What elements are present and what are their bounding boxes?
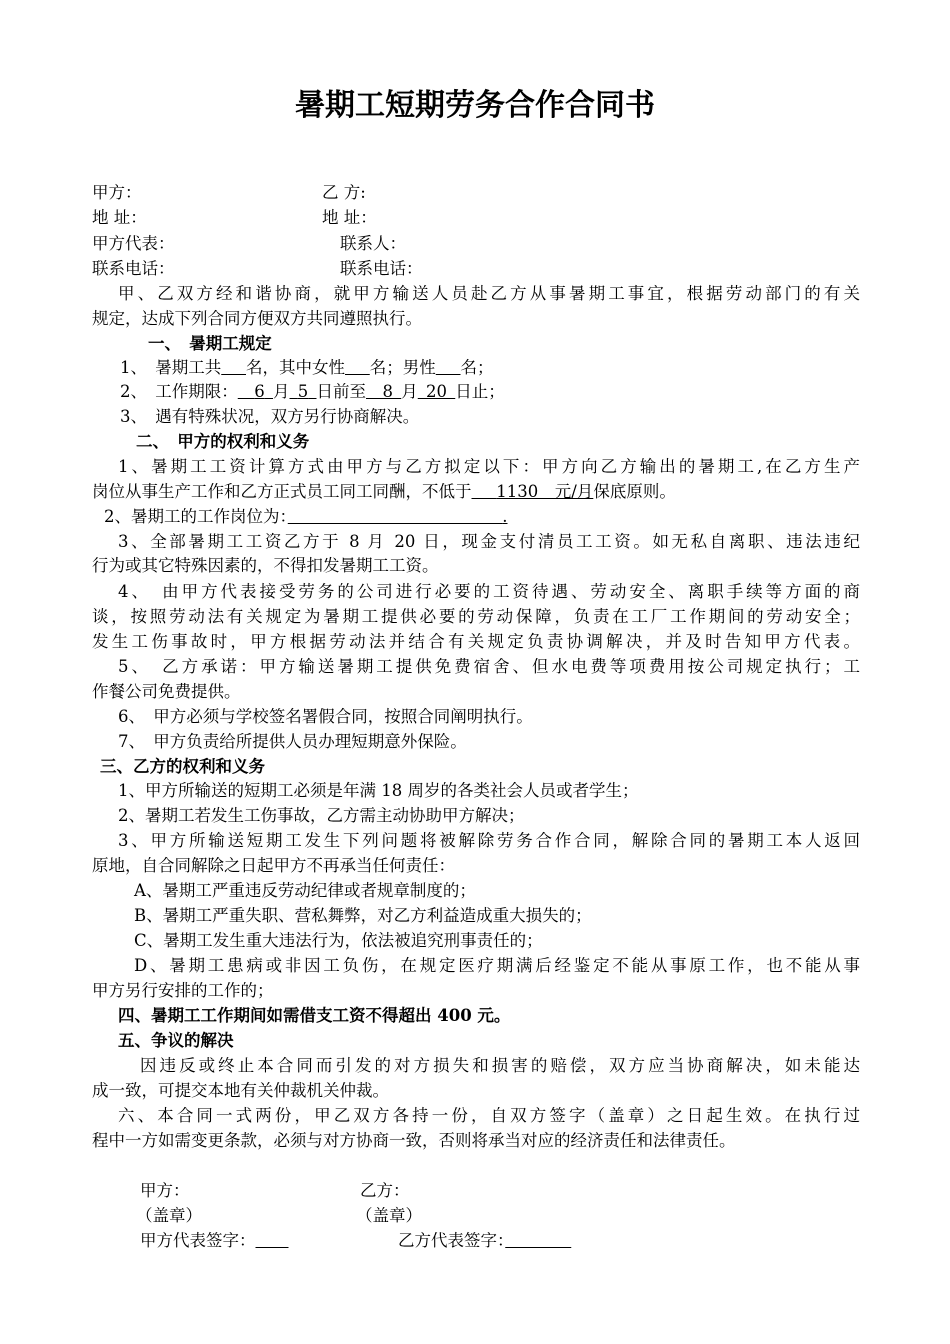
seal-party-a: （盖章） — [136, 1206, 202, 1225]
section-2-item-1-line2: 岗位从事生产工作和乙方正式员工同工同酬，不低于 1130 元/月保底原则。 — [92, 482, 676, 501]
section-2-item-4-line2: 谈，按照劳动法有关规定为暑期工提供必要的劳动保障，负责在工厂工作期间的劳动安全； — [92, 607, 860, 626]
section-1-item-3: 3、 遇有特殊状况，双方另行协商解决。 — [120, 407, 420, 426]
section-2-item-7: 7、 甲方负责给所提供人员办理短期意外保险。 — [118, 732, 467, 751]
section-5-heading: 五、争议的解决 — [118, 1031, 234, 1050]
section-2-item-3-line2: 行为或其它特殊因素的，不得扣发暑期工工资。 — [92, 556, 439, 575]
section-3-item-2: 2、暑期工若发生工伤事故，乙方需主动协助甲方解决； — [118, 806, 525, 825]
section-5-line1: 因违反或终止本合同而引发的对方损失和损害的赔偿，双方应当协商解决，如未能达 — [140, 1056, 860, 1075]
section-3-item-3-line1: 3、甲方所输送短期工发生下列问题将被解除劳务合作合同，解除合同的暑期工本人返回 — [118, 831, 860, 850]
document-title: 暑期工短期劳务合作合同书 — [295, 88, 655, 123]
section-3-clause-d-line1: D、暑期工患病或非因工负伤，在规定医疗期满后经鉴定不能从事原工作，也不能从事 — [134, 956, 860, 975]
sign-party-b: 乙方： — [360, 1181, 410, 1200]
section-6-line1: 六、本合同一式两份，甲乙双方各持一份，自双方签字（盖章）之日起生效。在执行过 — [118, 1106, 860, 1125]
party-b-phone: 联系电话： — [340, 259, 423, 278]
party-b-label: 乙 方: — [322, 183, 366, 202]
section-3-clause-c: C、暑期工发生重大违法行为，依法被追究刑事责任的； — [134, 931, 543, 950]
section-3-item-1: 1、甲方所输送的短期工必须是年满 18 周岁的各类社会人员或者学生； — [118, 781, 639, 800]
section-3-item-3-line2: 原地，自合同解除之日起甲方不再承当任何责任： — [92, 856, 455, 875]
section-2-item-3-line1: 3、全部暑期工工资乙方于 8 月 20 日，现金支付清员工工资。如无私自离职、违法违纪 — [118, 532, 860, 551]
section-6-line2: 程中一方如需变更条款，必须与对方协商一致，否则将承当对应的经济责任和法律责任。 — [92, 1131, 736, 1150]
party-b-contact: 联系人： — [340, 234, 406, 253]
section-2-item-1-line1: 1、暑期工工资计算方式由甲方与乙方拟定以下：甲方向乙方输出的暑期工,在乙方生产 — [118, 457, 860, 476]
section-2-item-5-line1: 5、 乙方承诺：甲方输送暑期工提供免费宿舍、但水电费等项费用按公司规定执行；工 — [118, 657, 860, 676]
party-a-address: 地 址： — [92, 208, 147, 227]
section-5-line2: 成一致，可提交本地有关仲裁机关仲裁。 — [92, 1081, 389, 1100]
section-3-clause-a: A、暑期工严重违反劳动纪律或者规章制度的； — [134, 881, 476, 900]
seal-party-b: （盖章） — [356, 1206, 422, 1225]
party-a-representative: 甲方代表： — [92, 234, 175, 253]
party-b-address: 地 址： — [322, 208, 377, 227]
section-3-heading: 三、乙方的权利和义务 — [100, 757, 265, 776]
section-1-item-1: 1、 暑期工共 名，其中女性 名；男性 名； — [120, 358, 494, 377]
section-3-clause-d-line2: 甲方另行安排的工作的； — [92, 981, 274, 1000]
intro-paragraph-line1: 甲、乙双方经和谐协商，就甲方输送人员赴乙方从事暑期工事宜，根据劳动部门的有关 — [118, 284, 860, 303]
section-2-item-4-line3: 发生工伤事故时，甲方根据劳动法并结合有关规定负责协调解决，并及时告知甲方代表。 — [92, 632, 860, 651]
section-2-item-6: 6、 甲方必须与学校签名署假合同，按照合同阐明执行。 — [118, 707, 533, 726]
section-2-item-5-line2: 作餐公司免费提供。 — [92, 682, 241, 701]
section-2-heading: 二、 甲方的权利和义务 — [136, 432, 310, 451]
section-4-heading: 四、暑期工工作期间如需借支工资不得超出 400 元。 — [118, 1006, 511, 1025]
signature-party-a-rep: 甲方代表签字： — [140, 1231, 256, 1250]
intro-paragraph-line2: 规定，达成下列合同方便双方共同遵照执行。 — [92, 309, 422, 328]
section-2-item-2: 2、暑期工的工作岗位为： . — [104, 507, 508, 526]
section-1-heading: 一、 暑期工规定 — [148, 334, 272, 353]
section-2-item-4-line1: 4、 由甲方代表接受劳务的公司进行必要的工资待遇、劳动安全、离职手续等方面的商 — [118, 582, 860, 601]
party-a-label: 甲方： — [92, 183, 142, 202]
party-a-phone: 联系电话： — [92, 259, 175, 278]
section-3-clause-b: B、暑期工严重失职、营私舞弊，对乙方利益造成重大损失的； — [134, 906, 592, 925]
sign-party-a: 甲方： — [140, 1181, 190, 1200]
section-1-item-2: 2、 工作期限： 6 月 5 日前至 8 月 20 日止； — [120, 382, 505, 401]
signature-party-b-rep: 乙方代表签字： — [398, 1231, 506, 1250]
